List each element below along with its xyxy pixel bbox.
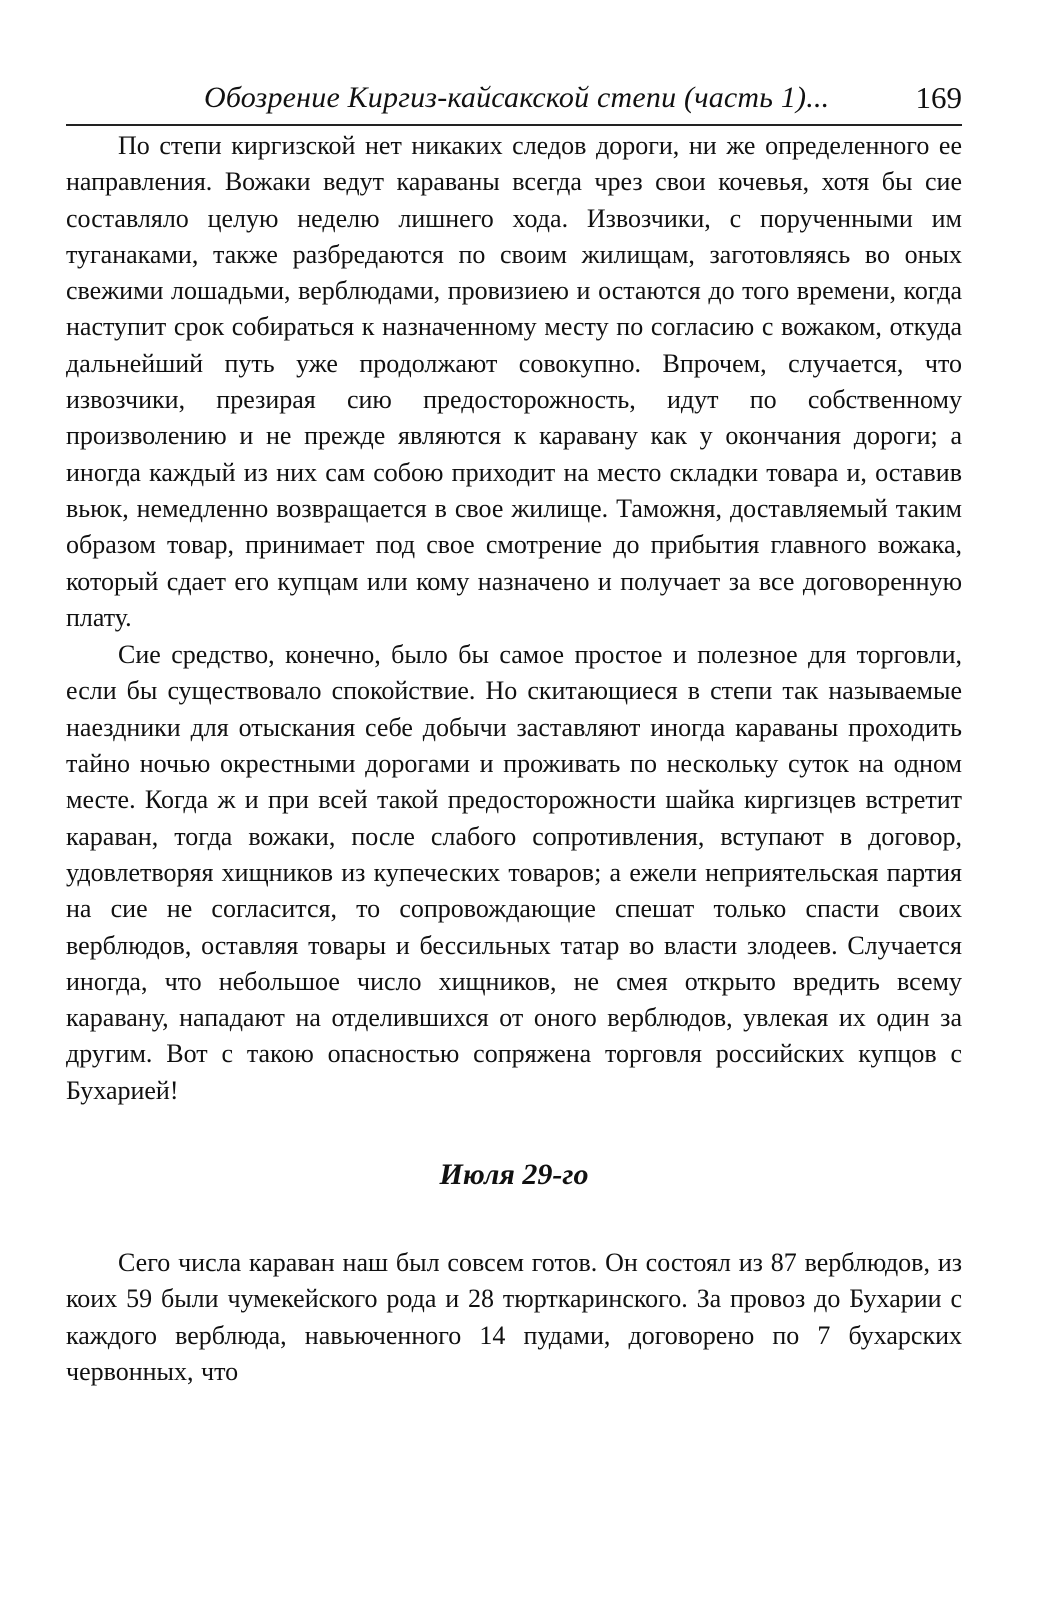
body-text [66, 128, 962, 1390]
page-number: 169 [915, 80, 962, 115]
section-heading: Июля 29-го [439, 1158, 589, 1192]
book-page [66, 0, 962, 1600]
paragraph-steppe-roads: По степи киргизской нет никаких следов дороги, ни же определенного ее направления. Вожаки ведут караваны всегда чрез свои кочевья, хотя бы сие составляло целую неделю лишнего хода. Извозчики, с порученными им туганаками, также разбредаются по своим жилищам, заготовляясь во оных свежими лошадьми, верблюдами, провизиею и остаются до того времени, когда наступит срок собираться к назначенному месту по согласию с вожаком, откуда дальнейший путь уже продолжают совокупно. Впрочем, случается, что извозчики, презирая сию предосторожность, идут по собственному произволению и не прежде являются к каравану как у окончания дороги; а иногда каждый из них сам собою приходит на место складки товара и, оставив вьюк, немедленно возвращается в свое жилище. Таможня, доставляемый таким образом товар, принимает под свое смотрение до прибытия главного вожака, который сдает его купцам или кому назначено и получает за все договоренную плату. [66, 131, 962, 632]
running-title: Обозрение Киргиз-кайсакской степи (часть 1)... [204, 81, 830, 114]
running-header [66, 76, 962, 126]
paragraph-caravan-dangers: Сие средство, конечно, было бы самое простое и полезное для торговли, если бы существовало спокойствие. Но скитающиеся в степи так называемые наездники для отыскания себе добычи заставляют иногда караваны проходить тайно ночью окрестными дорогами и проживать по нескольку суток на одном месте. Когда ж и при всей такой предосторожности шайка киргизцев встретит караван, тогда вожаки, после слабого сопротивления, вступают в договор, удовлетворяя хищников из купеческих товаров; а ежели неприятельская партия на сие не согласится, то сопровождающие спешат только спасти своих верблюдов, оставляя товары и бессильных татар во власти злодеев. Случается иногда, что небольшое число хищников, не смея открыто вредить всему каравану, нападают на отделившихся от оного верблюдов, увлекая их один за другим. Вот с такою опасностью сопряжена торговля российских купцов с Бухарией! [66, 640, 962, 1105]
paragraph-caravan-ready: Сего числа караван наш был совсем готов. Он состоял из 87 верблюдов, из коих 59 были чумекейского рода и 28 тюрткаринского. За провоз до Бухарии с каждого верблюда, навьюченного 14 пудами, договорено по 7 бухарских червонных, что [66, 1248, 962, 1386]
